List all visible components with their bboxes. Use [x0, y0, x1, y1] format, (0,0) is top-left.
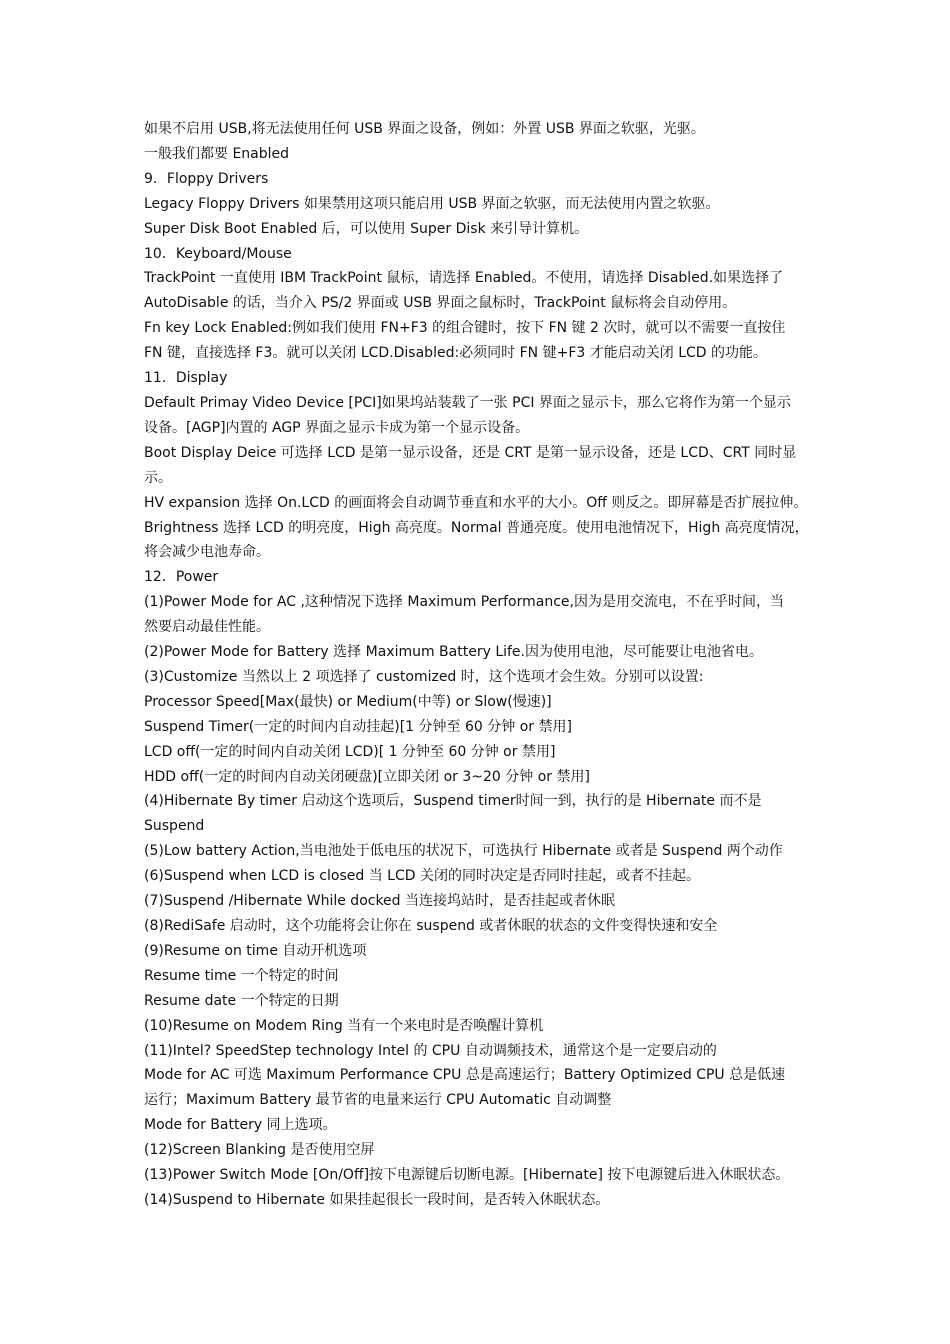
text-line: 然要启动最佳性能。 [144, 619, 270, 636]
text-line: Suspend Timer(一定的时间内自动挂起)[1 分钟至 60 分钟 or 禁用] [144, 718, 572, 735]
text-line: (7)Suspend /Hibernate While docked 当连接坞站时，是否挂起或者休眠 [144, 893, 616, 910]
text-line: 设备。[AGP]内置的 AGP 界面之显示卡成为第一个显示设备。 [144, 419, 530, 436]
text-line: (4)Hibernate By timer 启动这个选项后，Suspend timer时间一到，执行的是 Hibernate 而不是 [144, 793, 762, 810]
text-line: FN 键，直接选择 F3。就可以关闭 LCD.Disabled:必须同时 FN 键+F3 才能启动关闭 LCD 的功能。 [144, 345, 767, 362]
text-line: Resume date 一个特定的日期 [144, 992, 339, 1009]
text-line: AutoDisable 的话，当介入 PS/2 界面或 USB 界面之鼠标时，TrackPoint 鼠标将会自动停用。 [144, 295, 737, 312]
text-line: Resume time 一个特定的时间 [144, 967, 339, 984]
section-heading: 12．Power [144, 569, 219, 586]
text-line: (14)Suspend to Hibernate 如果挂起很长一段时间，是否转入休眠状态。 [144, 1191, 610, 1208]
text-line: (13)Power Switch Mode [On/Off]按下电源键后切断电源。[Hibernate] 按下电源键后进入休眠状态。 [144, 1167, 790, 1184]
text-line: 一般我们都要 Enabled [144, 145, 290, 162]
text-line: 如果不启用 USB,将无法使用任何 USB 界面之设备，例如：外置 USB 界面之软驱，光驱。 [144, 121, 705, 137]
text-line: Mode for AC 可选 Maximum Performance CPU 总是高速运行；Battery Optimized CPU 总是低速 [144, 1067, 786, 1084]
text-line: Brightness 选择 LCD 的明亮度，High 高亮度。Normal 普通亮度。使用电池情况下，High 高亮度情况， [144, 519, 809, 536]
text-line: (9)Resume on time 自动开机选项 [144, 942, 367, 959]
text-line: 运行；Maximum Battery 最节省的电量来运行 CPU Automatic 自动调整 [144, 1092, 612, 1109]
text-line: (10)Resume on Modem Ring 当有一个来电时是否唤醒计算机 [144, 1017, 544, 1034]
text-line: (2)Power Mode for Battery 选择 Maximum Battery Life.因为使用电池，尽可能要让电池省电。 [144, 644, 763, 661]
section-heading: 11．Display [144, 370, 228, 387]
text-line: LCD off(一定的时间内自动关闭 LCD)[ 1 分钟至 60 分钟 or 禁用] [144, 743, 556, 760]
text-line: (8)RediSafe 启动时，这个功能将会让你在 suspend 或者休眠的状态的文件变得快速和安全 [144, 918, 718, 934]
text-line: TrackPoint 一直使用 IBM TrackPoint 鼠标，请选择 Enabled。不使用，请选择 Disabled.如果选择了 [144, 270, 784, 287]
text-line: 将会减少电池寿命。 [144, 544, 270, 561]
text-line: (5)Low battery Action,当电池处于低电压的状况下，可选执行 Hibernate 或者是 Suspend 两个动作 [144, 843, 783, 860]
text-line: (3)Customize 当然以上 2 项选择了 customized 时，这个选项才会生效。分别可以设置: [144, 668, 704, 685]
text-line: Default Primay Video Device [PCI]如果坞站装载了一张 PCI 界面之显示卡，那么它将作为第一个显示 [144, 394, 791, 411]
text-line: HDD off(一定的时间内自动关闭硬盘)[立即关闭 or 3~20 分钟 or 禁用] [144, 768, 590, 785]
section-heading: 9．Floppy Drivers [144, 170, 269, 187]
text-line: Boot Display Deice 可选择 LCD 是第一显示设备，还是 CRT 是第一显示设备，还是 LCD、CRT 同时显 [144, 444, 797, 461]
document-body [144, 117, 812, 1213]
text-line: Super Disk Boot Enabled 后，可以使用 Super Disk 来引导计算机。 [144, 220, 589, 237]
text-line: (6)Suspend when LCD is closed 当 LCD 关闭的同时决定是否同时挂起，或者不挂起。 [144, 868, 700, 885]
text-line: Mode for Battery 同上选项。 [144, 1117, 337, 1134]
text-line: 示。 [144, 469, 172, 486]
text-line: (12)Screen Blanking 是否使用空屏 [144, 1142, 375, 1159]
text-line: Suspend [144, 818, 205, 835]
text-line: HV expansion 选择 On.LCD 的画面将会自动调节垂直和水平的大小。Off 则反之。即屏幕是否扩展拉伸。 [144, 494, 808, 511]
text-line: Fn key Lock Enabled:例如我们使用 FN+F3 的组合键时，按下 FN 键 2 次时，就可以不需要一直按住 [144, 320, 786, 337]
text-line: (11)Intel? SpeedStep technology Intel 的 CPU 自动调频技术，通常这个是一定要启动的 [144, 1042, 717, 1059]
text-line: Processor Speed[Max(最快) or Medium(中等) or Slow(慢速)] [144, 693, 552, 710]
section-heading: 10．Keyboard/Mouse [144, 245, 292, 262]
text-line: (1)Power Mode for AC ,这种情况下选择 Maximum Performance,因为是用交流电，不在乎时间，当 [144, 594, 784, 611]
text-line: Legacy Floppy Drivers 如果禁用这项只能启用 USB 界面之软驱，而无法使用内置之软驱。 [144, 195, 720, 212]
